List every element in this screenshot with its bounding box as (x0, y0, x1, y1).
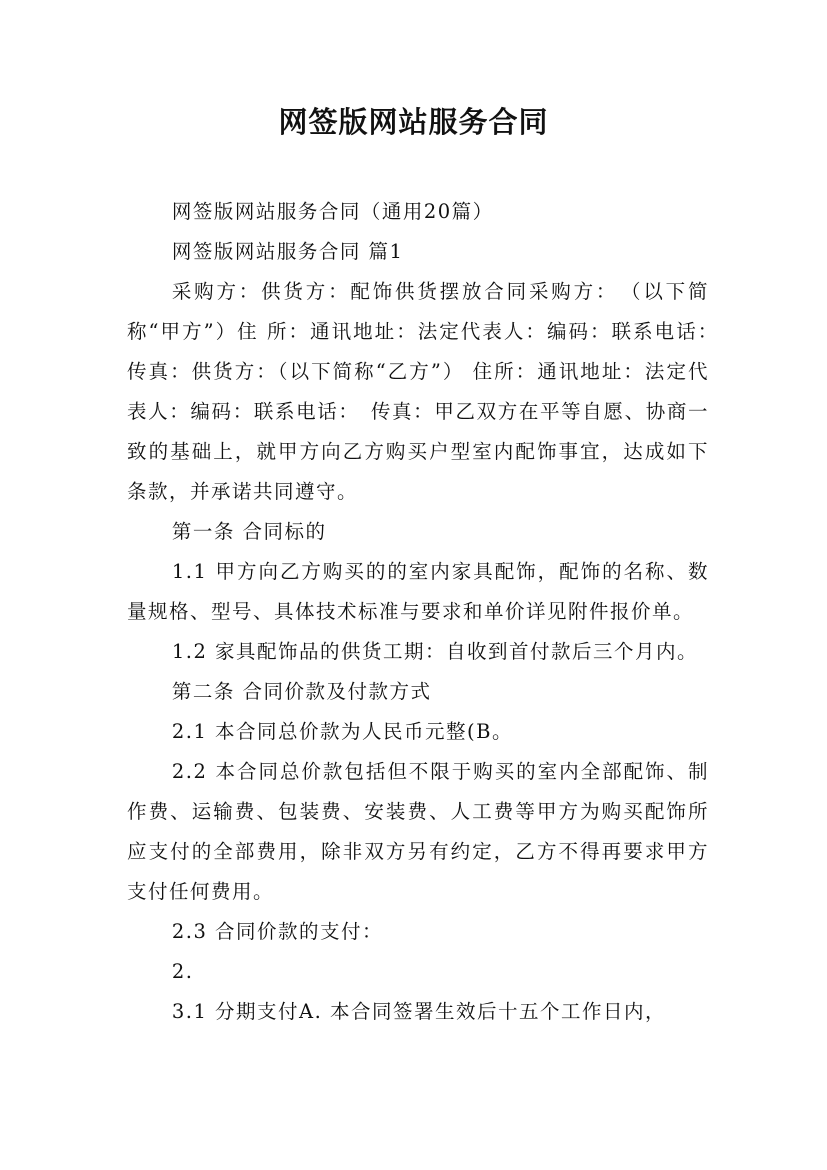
paragraph: 网签版网站服务合同 篇1 (171, 240, 404, 263)
paragraph: 2.2 本合同总价款包括但不限于购买的室内全部配饰、制作费、运输费、包装费、安装费、人工费等甲方为购买配饰所应支付的全部费用，除非双方另有约定，乙方不得再要求甲方支付任何费用。 (127, 760, 709, 903)
paragraph: 2. (171, 960, 194, 983)
paragraph: 网签版网站服务合同（通用20篇） (171, 200, 494, 223)
paragraph: 1.2 家具配饰品的供货工期：自收到首付款后三个月内。 (171, 640, 699, 663)
paragraph: 3.1 分期支付A. 本合同签署生效后十五个工作日内， (171, 1000, 667, 1023)
paragraph: 第二条 合同价款及付款方式 (171, 680, 432, 703)
paragraph: 1.1 甲方向乙方购买的的室内家具配饰，配饰的名称、数量规格、型号、具体技术标准与要求和单价详见附件报价单。 (127, 560, 709, 623)
document-title: 网签版网站服务合同 (278, 105, 549, 139)
paragraph: 2.3 合同价款的支付： (171, 920, 384, 943)
paragraph: 采购方：供货方：配饰供货摆放合同采购方： （以下简称“甲方”）住 所：通讯地址：法定代表人：编码：联系电话： 传真：供货方：（以下简称“乙方”） 住所：通讯地址：法定代表人：编码：联系电话： 传真：甲乙双方在平等自愿、协商一致的基础上，就甲方向乙方购买户型室内配饰事宜，达成如下条款，并承诺共同遵守。 (127, 280, 731, 503)
paragraph: 第一条 合同标的 (171, 520, 327, 543)
document-body (127, 192, 731, 1032)
paragraph: 2.1 本合同总价款为人民币元整(B。 (171, 720, 513, 743)
